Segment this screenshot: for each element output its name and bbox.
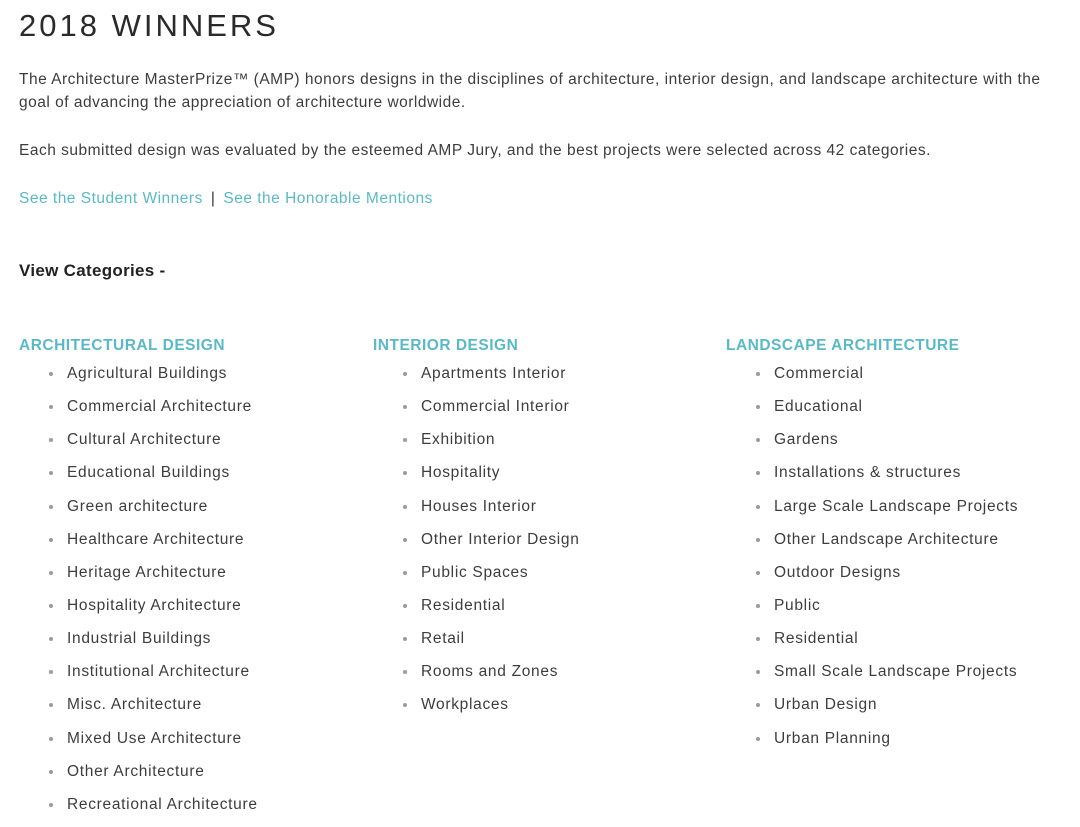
bullet-icon bbox=[756, 505, 760, 509]
category-item[interactable] bbox=[19, 363, 359, 396]
category-label: Educational Buildings bbox=[67, 464, 230, 482]
category-item[interactable] bbox=[19, 728, 359, 761]
category-list-landscape-architecture bbox=[726, 363, 1066, 761]
category-label: Educational bbox=[774, 398, 863, 416]
page-title: 2018 WINNERS bbox=[19, 8, 279, 43]
category-item[interactable] bbox=[373, 595, 713, 628]
category-label: Small Scale Landscape Projects bbox=[774, 663, 1018, 681]
category-label: Other Architecture bbox=[67, 762, 205, 780]
column-architectural-design bbox=[19, 335, 359, 827]
category-item[interactable] bbox=[726, 661, 1066, 694]
category-label: Recreational Architecture bbox=[67, 795, 258, 813]
category-list-interior-design bbox=[373, 363, 713, 728]
bullet-icon bbox=[756, 637, 760, 641]
category-list-architectural-design bbox=[19, 363, 359, 827]
category-item[interactable] bbox=[726, 562, 1066, 595]
category-label: Urban Planning bbox=[774, 729, 891, 747]
category-label: Agricultural Buildings bbox=[67, 365, 228, 382]
student-winners-link[interactable]: See the Student Winners bbox=[19, 190, 203, 207]
bullet-icon bbox=[403, 637, 407, 641]
category-item[interactable] bbox=[19, 396, 359, 429]
category-label: Green architecture bbox=[67, 497, 208, 515]
category-label: Urban Design bbox=[774, 696, 878, 714]
column-landscape-architecture bbox=[726, 335, 1066, 761]
view-categories-heading: View Categories - bbox=[19, 261, 166, 280]
bullet-icon bbox=[756, 703, 760, 707]
category-label: Residential bbox=[421, 596, 506, 614]
category-label: Commercial Interior bbox=[421, 398, 570, 416]
category-item[interactable] bbox=[373, 396, 713, 429]
category-label: Rooms and Zones bbox=[421, 663, 559, 681]
category-label: Misc. Architecture bbox=[67, 696, 202, 714]
category-item[interactable] bbox=[726, 694, 1066, 727]
category-item[interactable] bbox=[373, 562, 713, 595]
bullet-icon bbox=[49, 803, 53, 807]
bullet-icon bbox=[756, 571, 760, 575]
bullet-icon bbox=[49, 405, 53, 409]
category-item[interactable] bbox=[373, 496, 713, 529]
bullet-icon bbox=[49, 538, 53, 542]
bullet-icon bbox=[49, 505, 53, 509]
bullet-icon bbox=[403, 538, 407, 542]
category-label: Cultural Architecture bbox=[67, 431, 222, 449]
bullet-icon bbox=[49, 372, 53, 376]
category-label: Industrial Buildings bbox=[67, 630, 212, 648]
bullet-icon bbox=[49, 737, 53, 741]
category-item[interactable] bbox=[373, 661, 713, 694]
category-label: Outdoor Designs bbox=[774, 563, 901, 581]
category-item[interactable] bbox=[19, 529, 359, 562]
category-item[interactable] bbox=[726, 728, 1066, 761]
bullet-icon bbox=[403, 438, 407, 442]
bullet-icon bbox=[49, 571, 53, 575]
category-label: Workplaces bbox=[421, 696, 509, 714]
category-label: Mixed Use Architecture bbox=[67, 729, 242, 747]
category-label: Houses Interior bbox=[421, 497, 537, 515]
bullet-icon bbox=[756, 372, 760, 376]
bullet-icon bbox=[49, 604, 53, 608]
category-label: Commercial Architecture bbox=[67, 398, 252, 416]
winner-links bbox=[19, 188, 433, 210]
bullet-icon bbox=[403, 670, 407, 674]
category-label: Public bbox=[774, 596, 821, 614]
bullet-icon bbox=[756, 538, 760, 542]
bullet-icon bbox=[49, 438, 53, 442]
category-item[interactable] bbox=[726, 628, 1066, 661]
category-item[interactable] bbox=[373, 694, 713, 727]
category-item[interactable] bbox=[373, 462, 713, 495]
bullet-icon bbox=[756, 737, 760, 741]
category-label: Hospitality Architecture bbox=[67, 596, 242, 614]
category-label: Installations & structures bbox=[774, 464, 962, 482]
category-item[interactable] bbox=[726, 529, 1066, 562]
category-label: Heritage Architecture bbox=[67, 563, 227, 581]
category-label: Other Landscape Architecture bbox=[774, 530, 999, 548]
column-heading-interior-design: INTERIOR DESIGN bbox=[373, 337, 519, 354]
bullet-icon bbox=[49, 637, 53, 641]
category-item[interactable] bbox=[373, 529, 713, 562]
bullet-icon bbox=[756, 471, 760, 475]
bullet-icon bbox=[403, 372, 407, 376]
category-label: Healthcare Architecture bbox=[67, 530, 245, 548]
bullet-icon bbox=[403, 703, 407, 707]
category-label: Retail bbox=[421, 630, 465, 648]
bullet-icon bbox=[403, 604, 407, 608]
category-item[interactable] bbox=[726, 595, 1066, 628]
bullet-icon bbox=[49, 703, 53, 707]
bullet-icon bbox=[403, 571, 407, 575]
category-item[interactable] bbox=[19, 562, 359, 595]
category-label: Commercial bbox=[774, 365, 864, 382]
category-item[interactable] bbox=[726, 429, 1066, 462]
category-item[interactable] bbox=[373, 429, 713, 462]
category-label: Gardens bbox=[774, 431, 839, 449]
category-item[interactable] bbox=[19, 429, 359, 462]
column-heading-architectural-design: ARCHITECTURAL DESIGN bbox=[19, 337, 226, 354]
category-item[interactable] bbox=[19, 761, 359, 794]
honorable-mentions-link[interactable]: See the Honorable Mentions bbox=[223, 190, 433, 207]
category-label: Exhibition bbox=[421, 431, 496, 449]
category-item[interactable] bbox=[19, 595, 359, 628]
link-separator: | bbox=[210, 190, 216, 207]
category-item[interactable] bbox=[373, 628, 713, 661]
bullet-icon bbox=[756, 604, 760, 608]
category-item[interactable] bbox=[19, 496, 359, 529]
bullet-icon bbox=[49, 770, 53, 774]
column-heading-landscape-architecture: LANDSCAPE ARCHITECTURE bbox=[726, 337, 960, 354]
column-interior-design bbox=[373, 335, 713, 728]
category-item[interactable] bbox=[19, 462, 359, 495]
category-label: Institutional Architecture bbox=[67, 663, 250, 681]
bullet-icon bbox=[756, 670, 760, 674]
category-label: Other Interior Design bbox=[421, 530, 580, 548]
category-label: Public Spaces bbox=[421, 563, 529, 581]
category-item[interactable] bbox=[19, 628, 359, 661]
bullet-icon bbox=[756, 438, 760, 442]
category-item[interactable] bbox=[726, 396, 1066, 429]
category-label: Apartments Interior bbox=[421, 365, 567, 382]
category-item[interactable] bbox=[19, 794, 359, 827]
category-label: Large Scale Landscape Projects bbox=[774, 497, 1019, 515]
bullet-icon bbox=[49, 471, 53, 475]
category-label: Residential bbox=[774, 630, 859, 648]
bullet-icon bbox=[49, 670, 53, 674]
category-item[interactable] bbox=[726, 462, 1066, 495]
category-item[interactable] bbox=[726, 363, 1066, 396]
evaluation-paragraph: Each submitted design was evaluated by the esteemed AMP Jury, and the best projects were selected across 42 categories. bbox=[19, 142, 931, 159]
category-item[interactable] bbox=[726, 496, 1066, 529]
category-item[interactable] bbox=[19, 694, 359, 727]
bullet-icon bbox=[403, 405, 407, 409]
category-item[interactable] bbox=[19, 661, 359, 694]
bullet-icon bbox=[403, 471, 407, 475]
intro-paragraph: The Architecture MasterPrize™ (AMP) honors designs in the disciplines of architecture, interior design, and landscape architecture with the goal of advancing the appreciation of architecture worldwide. bbox=[19, 71, 1041, 111]
bullet-icon bbox=[756, 405, 760, 409]
category-label: Hospitality bbox=[421, 464, 501, 482]
bullet-icon bbox=[403, 505, 407, 509]
category-item[interactable] bbox=[373, 363, 713, 396]
